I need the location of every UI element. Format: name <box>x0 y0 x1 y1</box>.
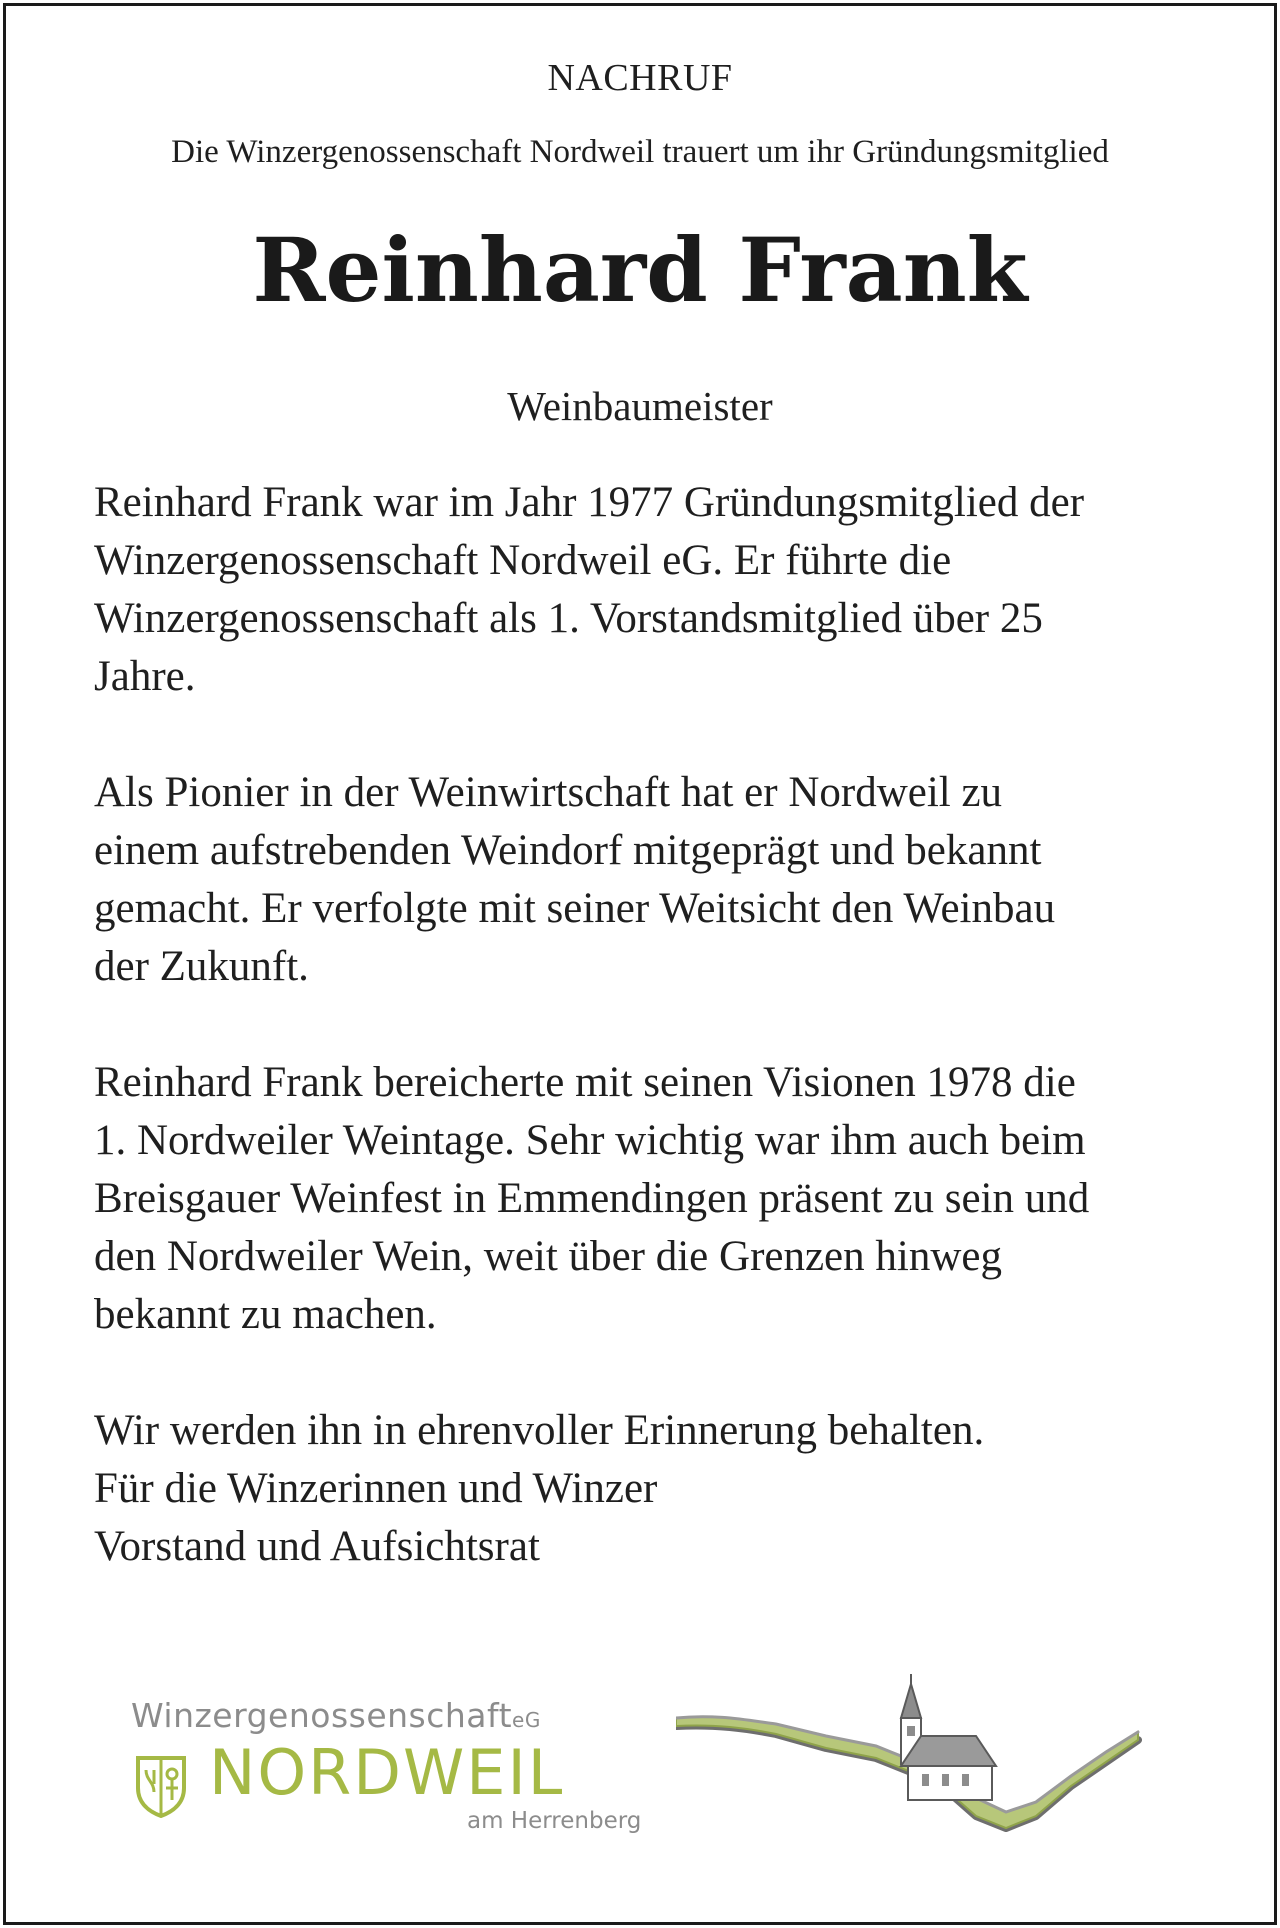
paragraph-3 <box>94 1054 1214 1344</box>
text-line: Reinhard Frank war im Jahr 1977 Gründungsmitglied der <box>94 479 1085 526</box>
closing-line: Für die Winzerinnen und Winzer <box>94 1465 658 1512</box>
logo-top-word: Winzergenossenschaft <box>131 1696 513 1735</box>
logo-main-text: NORDWEIL <box>209 1736 565 1809</box>
church-icon <box>901 1674 996 1800</box>
obituary-body <box>94 474 1214 1576</box>
text-line: Winzergenossenschaft als 1. Vorstandsmitglied über 25 <box>94 595 1043 642</box>
cooperative-logo <box>131 1696 671 1836</box>
logo-sub-text: am Herrenberg <box>467 1808 642 1834</box>
closing-line: Vorstand und Aufsichtsrat <box>94 1523 540 1570</box>
logo-top-text <box>131 1696 541 1735</box>
text-line: Als Pionier in der Weinwirtschaft hat er Nordweil zu <box>94 769 1003 816</box>
crest-icon <box>134 1754 188 1818</box>
text-line: Jahre. <box>94 653 196 700</box>
logo-eg: eG <box>512 1708 541 1732</box>
text-line: den Nordweiler Wein, weit über die Grenzen hinweg <box>94 1233 1002 1280</box>
paragraph-2 <box>94 764 1214 996</box>
text-line: der Zukunft. <box>94 943 309 990</box>
closing-block <box>94 1402 1214 1576</box>
text-line: Breisgauer Weinfest in Emmendingen präsent zu sein und <box>94 1175 1090 1222</box>
paragraph-1 <box>94 474 1214 706</box>
closing-line: Wir werden ihn in ehrenvoller Erinnerung behalten. <box>94 1407 985 1454</box>
text-line: 1. Nordweiler Weintage. Sehr wichtig war ihm auch beim <box>94 1117 1086 1164</box>
deceased-name: Reinhard Frank <box>252 218 1028 322</box>
text-line: Winzergenossenschaft Nordweil eG. Er führte die <box>94 537 952 584</box>
text-line: gemacht. Er verfolgte mit seiner Weitsicht den Weinbau <box>94 885 1056 932</box>
header-label: NACHRUF <box>547 57 733 99</box>
obituary-frame <box>3 3 1277 1925</box>
text-line: einem aufstrebenden Weindorf mitgeprägt und bekannt <box>94 827 1042 874</box>
church-vineyard-illustration <box>676 1666 1146 1866</box>
text-line: Reinhard Frank bereicherte mit seinen Visionen 1978 die <box>94 1059 1076 1106</box>
text-line: bekannt zu machen. <box>94 1291 437 1338</box>
deceased-title: Weinbaumeister <box>507 383 773 429</box>
header-subline: Die Winzergenossenschaft Nordweil trauert um ihr Gründungsmitglied <box>171 134 1109 170</box>
